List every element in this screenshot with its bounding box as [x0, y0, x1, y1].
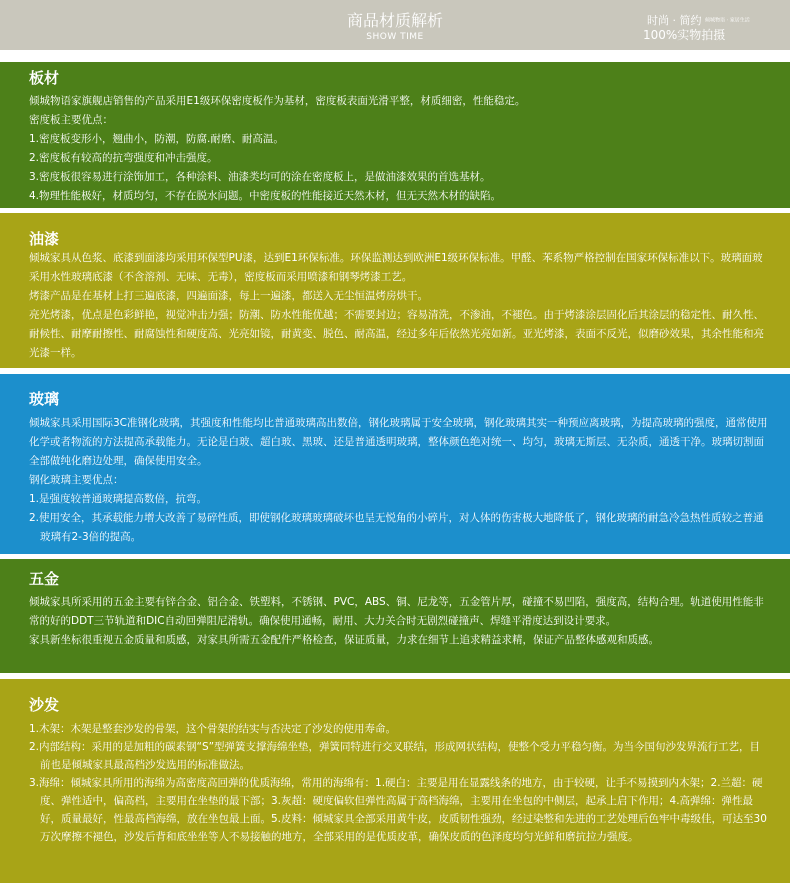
- tagline-real-photo: 100%实物拍摄: [643, 28, 726, 42]
- tagline-tiny: 倾城物语 · 家居生活: [705, 17, 750, 24]
- page-header: [0, 0, 790, 50]
- tagline: [647, 14, 750, 28]
- section-title: 五金: [29, 570, 60, 588]
- section-sofa: [0, 679, 790, 883]
- tagline-main: 时尚 · 简约: [647, 14, 702, 27]
- section-title: 油漆: [29, 230, 60, 248]
- paragraph: 烤漆产品是在基材上打三遍底漆，四遍面漆，每上一遍漆，都送入无尘恒温烤房烘干。: [29, 290, 428, 302]
- section-title: 玻璃: [29, 390, 60, 408]
- section-title: 沙发: [29, 696, 60, 714]
- list-item: 1.木架：木架是整套沙发的骨架，这个骨架的结实与否决定了沙发的使用寿命。: [29, 723, 397, 735]
- section-body: [29, 249, 769, 363]
- page-subtitle: SHOW TIME: [366, 32, 424, 42]
- paragraph: 钢化玻璃主要优点：: [29, 474, 124, 486]
- section-body: [29, 414, 769, 547]
- list-item: 3.海绵：倾城家具所用的海绵为高密度高回弹的优质海绵，常用的海绵有：1.硬白：主要是用在显露线条的地方，由于较硬，让手不易摸到内木架；2.兰超：硬度、弹性适中，偏高档，主要用在坐垫的最下部；3.灰超：硬度偏软但弹性高属于高档海绵，主要用在坐包的中侧层，起承上启下作用；4.高弹绵：弹性最好，质量最好，性最高档海绵，放在坐包最上面。5.皮料：倾城家具全部采用黄牛皮，皮质韧性强劲，经过染整和先进的工艺处理后色牢中毒级佳，可达至30万次摩擦不褪色，沙发后背和底坐坐等人不易接触的地方，全部采用的是优质皮革，确保皮质的色泽度均匀光鲜和磨抗拉力强度。: [29, 777, 767, 843]
- section-wood: [0, 62, 790, 208]
- section-paint: [0, 213, 790, 368]
- section-title: 板材: [29, 69, 60, 87]
- paragraph: 倾城家具从色浆、底漆到面漆均采用环保型PU漆，达到E1环保标准。环保监测达到欧洲E1级环保标准。甲醛、苯系物严格控制在国家环保标准以下。玻璃面玻采用水性玻璃底漆（不含溶剂、无味、无毒），密度板而采用喷漆和钢琴烤漆工艺。: [29, 252, 763, 283]
- paragraph: 倾城物语家旗舰店销售的产品采用E1级环保密度板作为基材，密度板表面光滑平整，材质细密，性能稳定。: [29, 95, 526, 107]
- section-body: [29, 720, 769, 846]
- section-body: [29, 593, 769, 650]
- list-item: 2.使用安全，其承载能力增大改善了易碎性质，即使钢化玻璃玻璃破坏也呈无悦角的小碎片，对人体的伤害极大地降低了，钢化玻璃的耐急冷急热性质较之普通玻璃有2-3倍的提高。: [29, 512, 764, 543]
- list-item: 3.密度板很容易进行涂饰加工，各种涂料、油漆类均可的涂在密度板上，是做油漆效果的首选基材。: [29, 171, 491, 183]
- list-item: 2.密度板有较高的抗弯强度和冲击强度。: [29, 152, 218, 164]
- paragraph: 倾城家具所采用的五金主要有锌合金、铝合金、铁塑料，不锈钢、PVC，ABS、铜、尼龙等，五金管片厚，碰撞不易凹陷，强度高，结构合理。轨道使用性能非常的好的DDT三节轨道和DIC自动回弹阻尼滑轨。确保使用通畅，耐用、大力关合时无剧烈碰撞声、焊缝平滑度达到设计要求。: [29, 596, 764, 627]
- paragraph: 家具新坐标很重视五金质量和质感，对家具所需五金配件严格检查，保证质量，力求在细节上追求精益求精，保证产品整体感观和质感。: [29, 634, 659, 646]
- paragraph: 密度板主要优点：: [29, 114, 113, 126]
- section-body: [29, 92, 769, 206]
- list-item: 2.内部结构：采用的是加粗的碳素钢“S”型弹簧支撑海绵坐垫，弹簧同特进行交叉联结，形成网状结构，使整个受力平稳匀衡。为当今国旬沙发界流行工艺，目前也是倾城家具最高档沙发选用的标准做法。: [29, 741, 761, 771]
- section-glass: [0, 374, 790, 554]
- list-item: 1.是强度较普通玻璃提高数倍，抗弯。: [29, 493, 208, 505]
- paragraph: 倾城家具采用国际3C准钢化玻璃，其强度和性能均比普通玻璃高出数倍，钢化玻璃属于安全玻璃，钢化玻璃其实一种预应离玻璃，为提高玻璃的强度，通常使用化学或者物流的方法提高承载能力。无论是白玻、超白玻、黑玻、还是普通透明玻璃，整体颜色绝对统一、均匀，玻璃无斯层、无杂质，通透干净。玻璃切割面全部做纯化磨边处理，确保使用安全。: [29, 417, 768, 467]
- page-title: 商品材质解析: [346, 11, 443, 30]
- section-metal: [0, 559, 790, 673]
- list-item: 1.密度板变形小，翘曲小，防潮，防腐.耐磨、耐高温。: [29, 133, 284, 145]
- list-item: 4.物理性能极好，材质均匀，不存在脱水问题。中密度板的性能接近天然木材，但无天然木材的缺陷。: [29, 190, 502, 202]
- paragraph: 亮光烤漆，优点是色彩鲜艳，视觉冲击力强；防潮、防水性能优越；不需要封边；容易清洗，不渗油，不褪色。由于烤漆涂层固化后其涂层的稳定性、耐久性、耐候性、耐摩耐擦性、耐腐蚀性和硬度高、光亮如镜，耐黄变、脱色、耐高温，经过多年后依然光亮如新。亚光烤漆，表面不反光，似磨砂效果，其余性能和亮光漆一样。: [29, 309, 764, 359]
